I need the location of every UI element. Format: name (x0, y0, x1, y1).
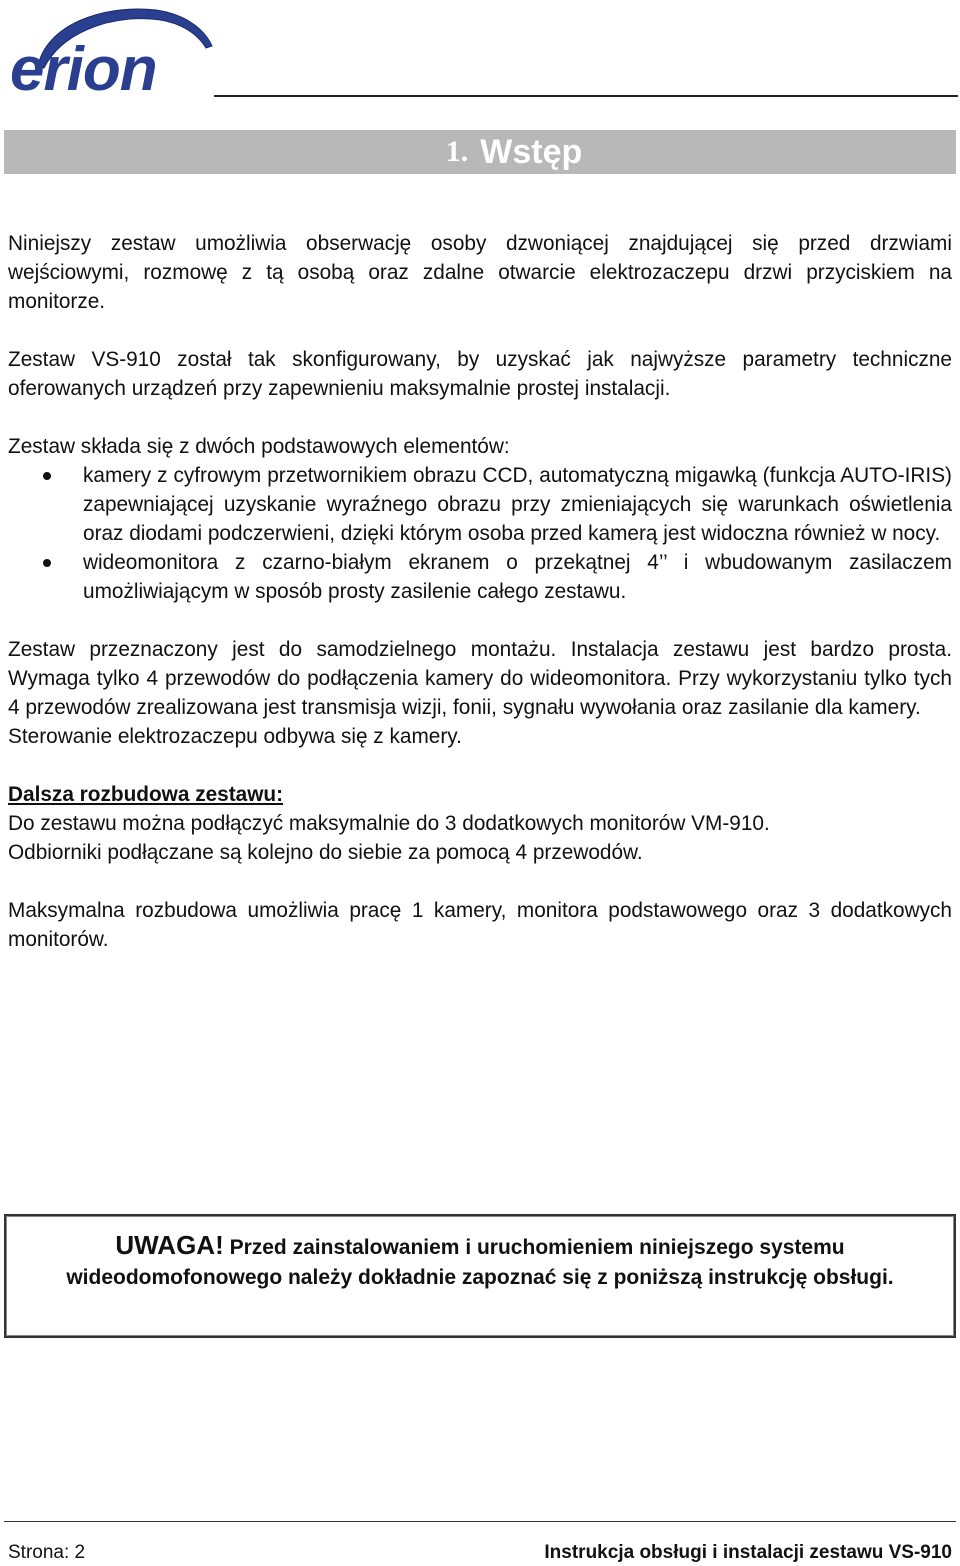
paragraph-intro: Niniejszy zestaw umożliwia obserwację osoby dzwoniącej znajdującej się przed drzwiami wejściowymi, rozmowę z tą osobą oraz zdalne otwarcie elektrozaczepu drzwi przyciskiem na monitorze. (8, 232, 952, 313)
footer-rule (4, 1521, 956, 1522)
logo-text: erion (10, 35, 157, 94)
paragraph-max-expansion: Maksymalna rozbudowa umożliwia pracę 1 kamery, monitora podstawowego oraz 3 dodatkowych monitorów. (8, 899, 952, 951)
list-item-text: kamery z cyfrowym przetwornikiem obrazu CCD, automatyczną migawką (funkcja AUTO-IRIS) zapewniającej uzyskanie wyraźnego obrazu przy zmieniających się warunkach oświetlenia oraz diodami podczerwieni, dzięki którym osoba przed kamerą jest widoczna również w nocy. (83, 464, 952, 545)
section-number: 1. (445, 135, 469, 168)
components-list (8, 461, 952, 606)
list-item (8, 548, 952, 606)
paragraph-expansion-wiring: Odbiorniki podłączane są kolejno do siebie za pomocą 4 przewodów. (8, 841, 643, 864)
list-item-text: wideomonitora z czarno-białym ekranem o przekątnej 4’’ i wbudowanym zasilaczem umożliwiającym w sposób prosty zasilenie całego zestawu. (83, 551, 952, 603)
warning-label: UWAGA! (115, 1230, 224, 1260)
warning-notice-text (36, 1230, 924, 1293)
list-item (8, 461, 952, 548)
warning-notice (4, 1214, 956, 1338)
bullet-icon (43, 472, 51, 480)
header-rule (214, 95, 958, 97)
expansion-heading: Dalsza rozbudowa zestawu: (8, 783, 284, 806)
paragraph-components-intro: Zestaw składa się z dwóch podstawowych elementów: (8, 435, 510, 458)
warning-message: Przed zainstalowaniem i uruchomieniem niniejszego systemu wideodomofonowego należy dokładnie zapoznać się z poniższą instrukcję obsługi. (66, 1236, 894, 1289)
paragraph-expansion-monitors: Do zestawu można podłączyć maksymalnie do 3 dodatkowych monitorów VM-910. (8, 812, 770, 835)
bullet-icon (43, 559, 51, 567)
document-body (8, 229, 952, 954)
paragraph-lock-control: Sterowanie elektrozaczepu odbywa się z kamery. (8, 725, 462, 748)
footer-document-title: Instrukcja obsługi i instalacji zestawu VS-910 (544, 1542, 952, 1563)
erion-logo (6, 6, 216, 94)
section-title: Wstęp (480, 132, 583, 171)
paragraph-installation: Zestaw przeznaczony jest do samodzielnego montażu. Instalacja zestawu jest bardzo prosta. Wymaga tylko 4 przewodów do podłączenia kamery do wideomonitora. Przy wykorzystaniu tylko tych 4 przewodów zrealizowana jest transmisja wizji, fonii, sygnału wywołania oraz zasilanie dla kamery. (8, 638, 952, 719)
paragraph-configuration: Zestaw VS-910 został tak skonfigurowany, by uzyskać jak najwyższe parametry techniczne oferowanych urządzeń przy zapewnieniu maksymalnie prostej instalacji. (8, 348, 952, 400)
section-banner (4, 130, 956, 174)
page-number: Strona: 2 (8, 1542, 86, 1563)
